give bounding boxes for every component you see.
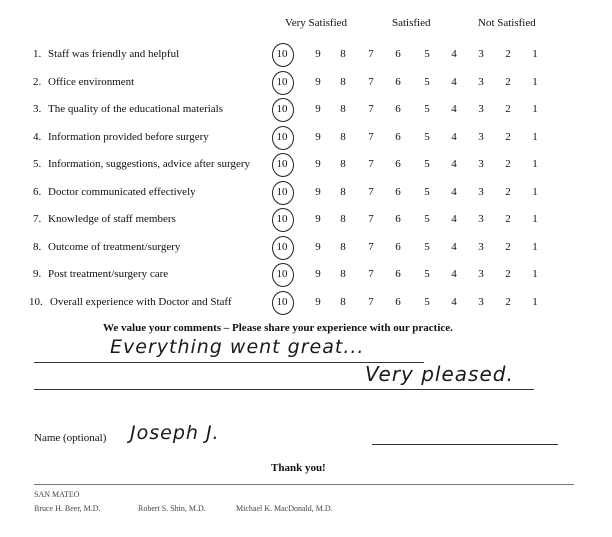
question-text: Overall experience with Doctor and Staff xyxy=(50,296,232,308)
rating-option[interactable]: 6 xyxy=(395,131,401,143)
rating-option[interactable]: 5 xyxy=(424,241,430,253)
rating-option[interactable]: 10 xyxy=(276,296,288,308)
rating-option[interactable]: 5 xyxy=(424,48,430,60)
selected-rating-circle xyxy=(272,208,294,232)
question-number: 8. xyxy=(33,241,42,253)
rating-option[interactable]: 2 xyxy=(505,158,511,170)
selected-rating-circle xyxy=(272,263,294,287)
rating-option[interactable]: 2 xyxy=(505,241,511,253)
rating-option[interactable]: 1 xyxy=(532,296,538,308)
rating-option[interactable]: 4 xyxy=(451,76,457,88)
rating-option[interactable]: 2 xyxy=(505,76,511,88)
rating-option[interactable]: 8 xyxy=(340,186,346,198)
rating-option[interactable]: 4 xyxy=(451,158,457,170)
question-number: 5. xyxy=(33,158,42,170)
rating-option[interactable]: 2 xyxy=(505,213,511,225)
rating-option[interactable]: 3 xyxy=(478,268,484,280)
rating-option[interactable]: 3 xyxy=(478,131,484,143)
selected-rating-circle xyxy=(272,126,294,150)
selected-rating-circle xyxy=(272,236,294,260)
question-text: Information, suggestions, advice after surgery xyxy=(48,158,251,170)
question-text: Staff was friendly and helpful xyxy=(48,48,180,60)
rating-option[interactable]: 5 xyxy=(424,131,430,143)
rating-option[interactable]: 1 xyxy=(532,103,538,115)
rating-option[interactable]: 8 xyxy=(340,131,346,143)
question-text: Outcome of treatment/surgery xyxy=(48,241,181,253)
question-number: 4. xyxy=(33,131,42,143)
rating-option[interactable]: 8 xyxy=(340,103,346,115)
rating-option[interactable]: 3 xyxy=(478,296,484,308)
selected-rating-circle xyxy=(272,291,294,315)
rating-option[interactable]: 8 xyxy=(340,296,346,308)
comment-rule-2 xyxy=(34,389,534,390)
rating-option[interactable]: 1 xyxy=(532,186,538,198)
rating-option[interactable]: 3 xyxy=(478,241,484,253)
rating-option[interactable]: 9 xyxy=(315,103,321,115)
rating-option[interactable]: 4 xyxy=(451,213,457,225)
question-number: 3. xyxy=(33,103,42,115)
rating-option[interactable]: 6 xyxy=(395,213,401,225)
rating-option[interactable]: 4 xyxy=(451,186,457,198)
selected-rating-circle xyxy=(272,43,294,67)
rating-option[interactable]: 3 xyxy=(478,213,484,225)
name-label: Name (optional) xyxy=(34,432,107,444)
rating-option[interactable]: 5 xyxy=(424,158,430,170)
footer-rule xyxy=(34,484,574,485)
rating-option[interactable]: 4 xyxy=(451,103,457,115)
rating-option[interactable]: 10 xyxy=(276,213,288,225)
rating-option[interactable]: 7 xyxy=(368,213,374,225)
rating-option[interactable]: 7 xyxy=(368,103,374,115)
rating-option[interactable]: 5 xyxy=(424,268,430,280)
rating-option[interactable]: 9 xyxy=(315,76,321,88)
rating-option[interactable]: 9 xyxy=(315,296,321,308)
rating-option[interactable]: 10 xyxy=(276,76,288,88)
rating-option[interactable]: 6 xyxy=(395,186,401,198)
rating-option[interactable]: 2 xyxy=(505,268,511,280)
rating-option[interactable]: 9 xyxy=(315,131,321,143)
rating-option[interactable]: 7 xyxy=(368,158,374,170)
selected-rating-circle xyxy=(272,98,294,122)
rating-option[interactable]: 4 xyxy=(451,48,457,60)
question-number: 2. xyxy=(33,76,42,88)
rating-option[interactable]: 1 xyxy=(532,48,538,60)
rating-option[interactable]: 7 xyxy=(368,48,374,60)
rating-option[interactable]: 1 xyxy=(532,131,538,143)
rating-option[interactable]: 2 xyxy=(505,296,511,308)
rating-option[interactable]: 9 xyxy=(315,268,321,280)
rating-option[interactable]: 5 xyxy=(424,296,430,308)
rating-option[interactable]: 4 xyxy=(451,131,457,143)
rating-option[interactable]: 10 xyxy=(276,186,288,198)
rating-option[interactable]: 6 xyxy=(395,241,401,253)
rating-option[interactable]: 1 xyxy=(532,241,538,253)
comment-handwritten-line-1: Everything went great... xyxy=(110,336,365,358)
rating-option[interactable]: 7 xyxy=(368,186,374,198)
footer-group: SAN MATEO xyxy=(34,490,80,499)
question-number: 1. xyxy=(33,48,42,60)
question-number: 10. xyxy=(29,296,43,308)
rating-option[interactable]: 10 xyxy=(276,48,288,60)
rating-option[interactable]: 10 xyxy=(276,158,288,170)
rating-option[interactable]: 3 xyxy=(478,76,484,88)
rating-option[interactable]: 3 xyxy=(478,103,484,115)
rating-option[interactable]: 8 xyxy=(340,241,346,253)
rating-option[interactable]: 7 xyxy=(368,131,374,143)
rating-option[interactable]: 5 xyxy=(424,76,430,88)
rating-option[interactable]: 6 xyxy=(395,158,401,170)
question-number: 9. xyxy=(33,268,42,280)
question-text: Post treatment/surgery care xyxy=(48,268,169,280)
rating-option[interactable]: 10 xyxy=(276,268,288,280)
comment-handwritten-line-2: Very pleased. xyxy=(365,362,514,386)
question-text: Office environment xyxy=(48,76,135,88)
rating-option[interactable]: 3 xyxy=(478,186,484,198)
selected-rating-circle xyxy=(272,153,294,177)
rating-option[interactable]: 2 xyxy=(505,103,511,115)
rating-option[interactable]: 3 xyxy=(478,158,484,170)
rating-option[interactable]: 2 xyxy=(505,48,511,60)
selected-rating-circle xyxy=(272,71,294,95)
rating-option[interactable]: 9 xyxy=(315,186,321,198)
rating-option[interactable]: 9 xyxy=(315,241,321,253)
rating-option[interactable]: 9 xyxy=(315,213,321,225)
question-text: The quality of the educational materials xyxy=(48,103,224,115)
satisfied-header: Satisfied xyxy=(392,17,431,29)
selected-rating-circle xyxy=(272,181,294,205)
footer-doctor-1: Bruce H. Beer, M.D. xyxy=(34,504,101,513)
thank-you: Thank you! xyxy=(271,462,326,474)
rating-option[interactable]: 5 xyxy=(424,186,430,198)
rating-option[interactable]: 7 xyxy=(368,241,374,253)
rating-option[interactable]: 6 xyxy=(395,296,401,308)
rating-option[interactable]: 5 xyxy=(424,103,430,115)
rating-option[interactable]: 2 xyxy=(505,131,511,143)
rating-option[interactable]: 6 xyxy=(395,48,401,60)
question-text: Doctor communicated effectively xyxy=(48,186,196,198)
rating-option[interactable]: 4 xyxy=(451,268,457,280)
rating-option[interactable]: 7 xyxy=(368,296,374,308)
rating-option[interactable]: 4 xyxy=(451,296,457,308)
rating-option[interactable]: 3 xyxy=(478,48,484,60)
rating-option[interactable]: 8 xyxy=(340,48,346,60)
rating-option[interactable]: 1 xyxy=(532,213,538,225)
rating-option[interactable]: 10 xyxy=(276,131,288,143)
rating-option[interactable]: 10 xyxy=(276,241,288,253)
rating-option[interactable]: 5 xyxy=(424,213,430,225)
very-satisfied-header: Very Satisfied xyxy=(285,17,348,29)
footer-doctor-3: Michael K. MacDonald, M.D. xyxy=(236,504,333,513)
signature-rule xyxy=(372,444,558,445)
rating-option[interactable]: 7 xyxy=(368,268,374,280)
rating-option[interactable]: 6 xyxy=(395,76,401,88)
not-satisfied-header: Not Satisfied xyxy=(478,17,536,29)
rating-option[interactable]: 6 xyxy=(395,268,401,280)
question-number: 7. xyxy=(33,213,42,225)
rating-option[interactable]: 8 xyxy=(340,158,346,170)
rating-option[interactable]: 4 xyxy=(451,241,457,253)
rating-option[interactable]: 9 xyxy=(315,48,321,60)
rating-option[interactable]: 2 xyxy=(505,186,511,198)
question-text: Knowledge of staff members xyxy=(48,213,176,225)
rating-option[interactable]: 7 xyxy=(368,76,374,88)
footer-doctor-2: Robert S. Shin, M.D. xyxy=(138,504,206,513)
question-text: Information provided before surgery xyxy=(48,131,209,143)
rating-option[interactable]: 9 xyxy=(315,158,321,170)
rating-option[interactable]: 8 xyxy=(340,76,346,88)
comments-prompt: We value your comments – Please share your experience with our practice. xyxy=(103,322,453,334)
rating-option[interactable]: 10 xyxy=(276,103,288,115)
question-number: 6. xyxy=(33,186,42,198)
rating-option[interactable]: 6 xyxy=(395,103,401,115)
name-signature: Joseph J. xyxy=(130,422,220,444)
rating-option[interactable]: 8 xyxy=(340,268,346,280)
rating-option[interactable]: 1 xyxy=(532,268,538,280)
rating-option[interactable]: 1 xyxy=(532,76,538,88)
rating-option[interactable]: 8 xyxy=(340,213,346,225)
rating-option[interactable]: 1 xyxy=(532,158,538,170)
